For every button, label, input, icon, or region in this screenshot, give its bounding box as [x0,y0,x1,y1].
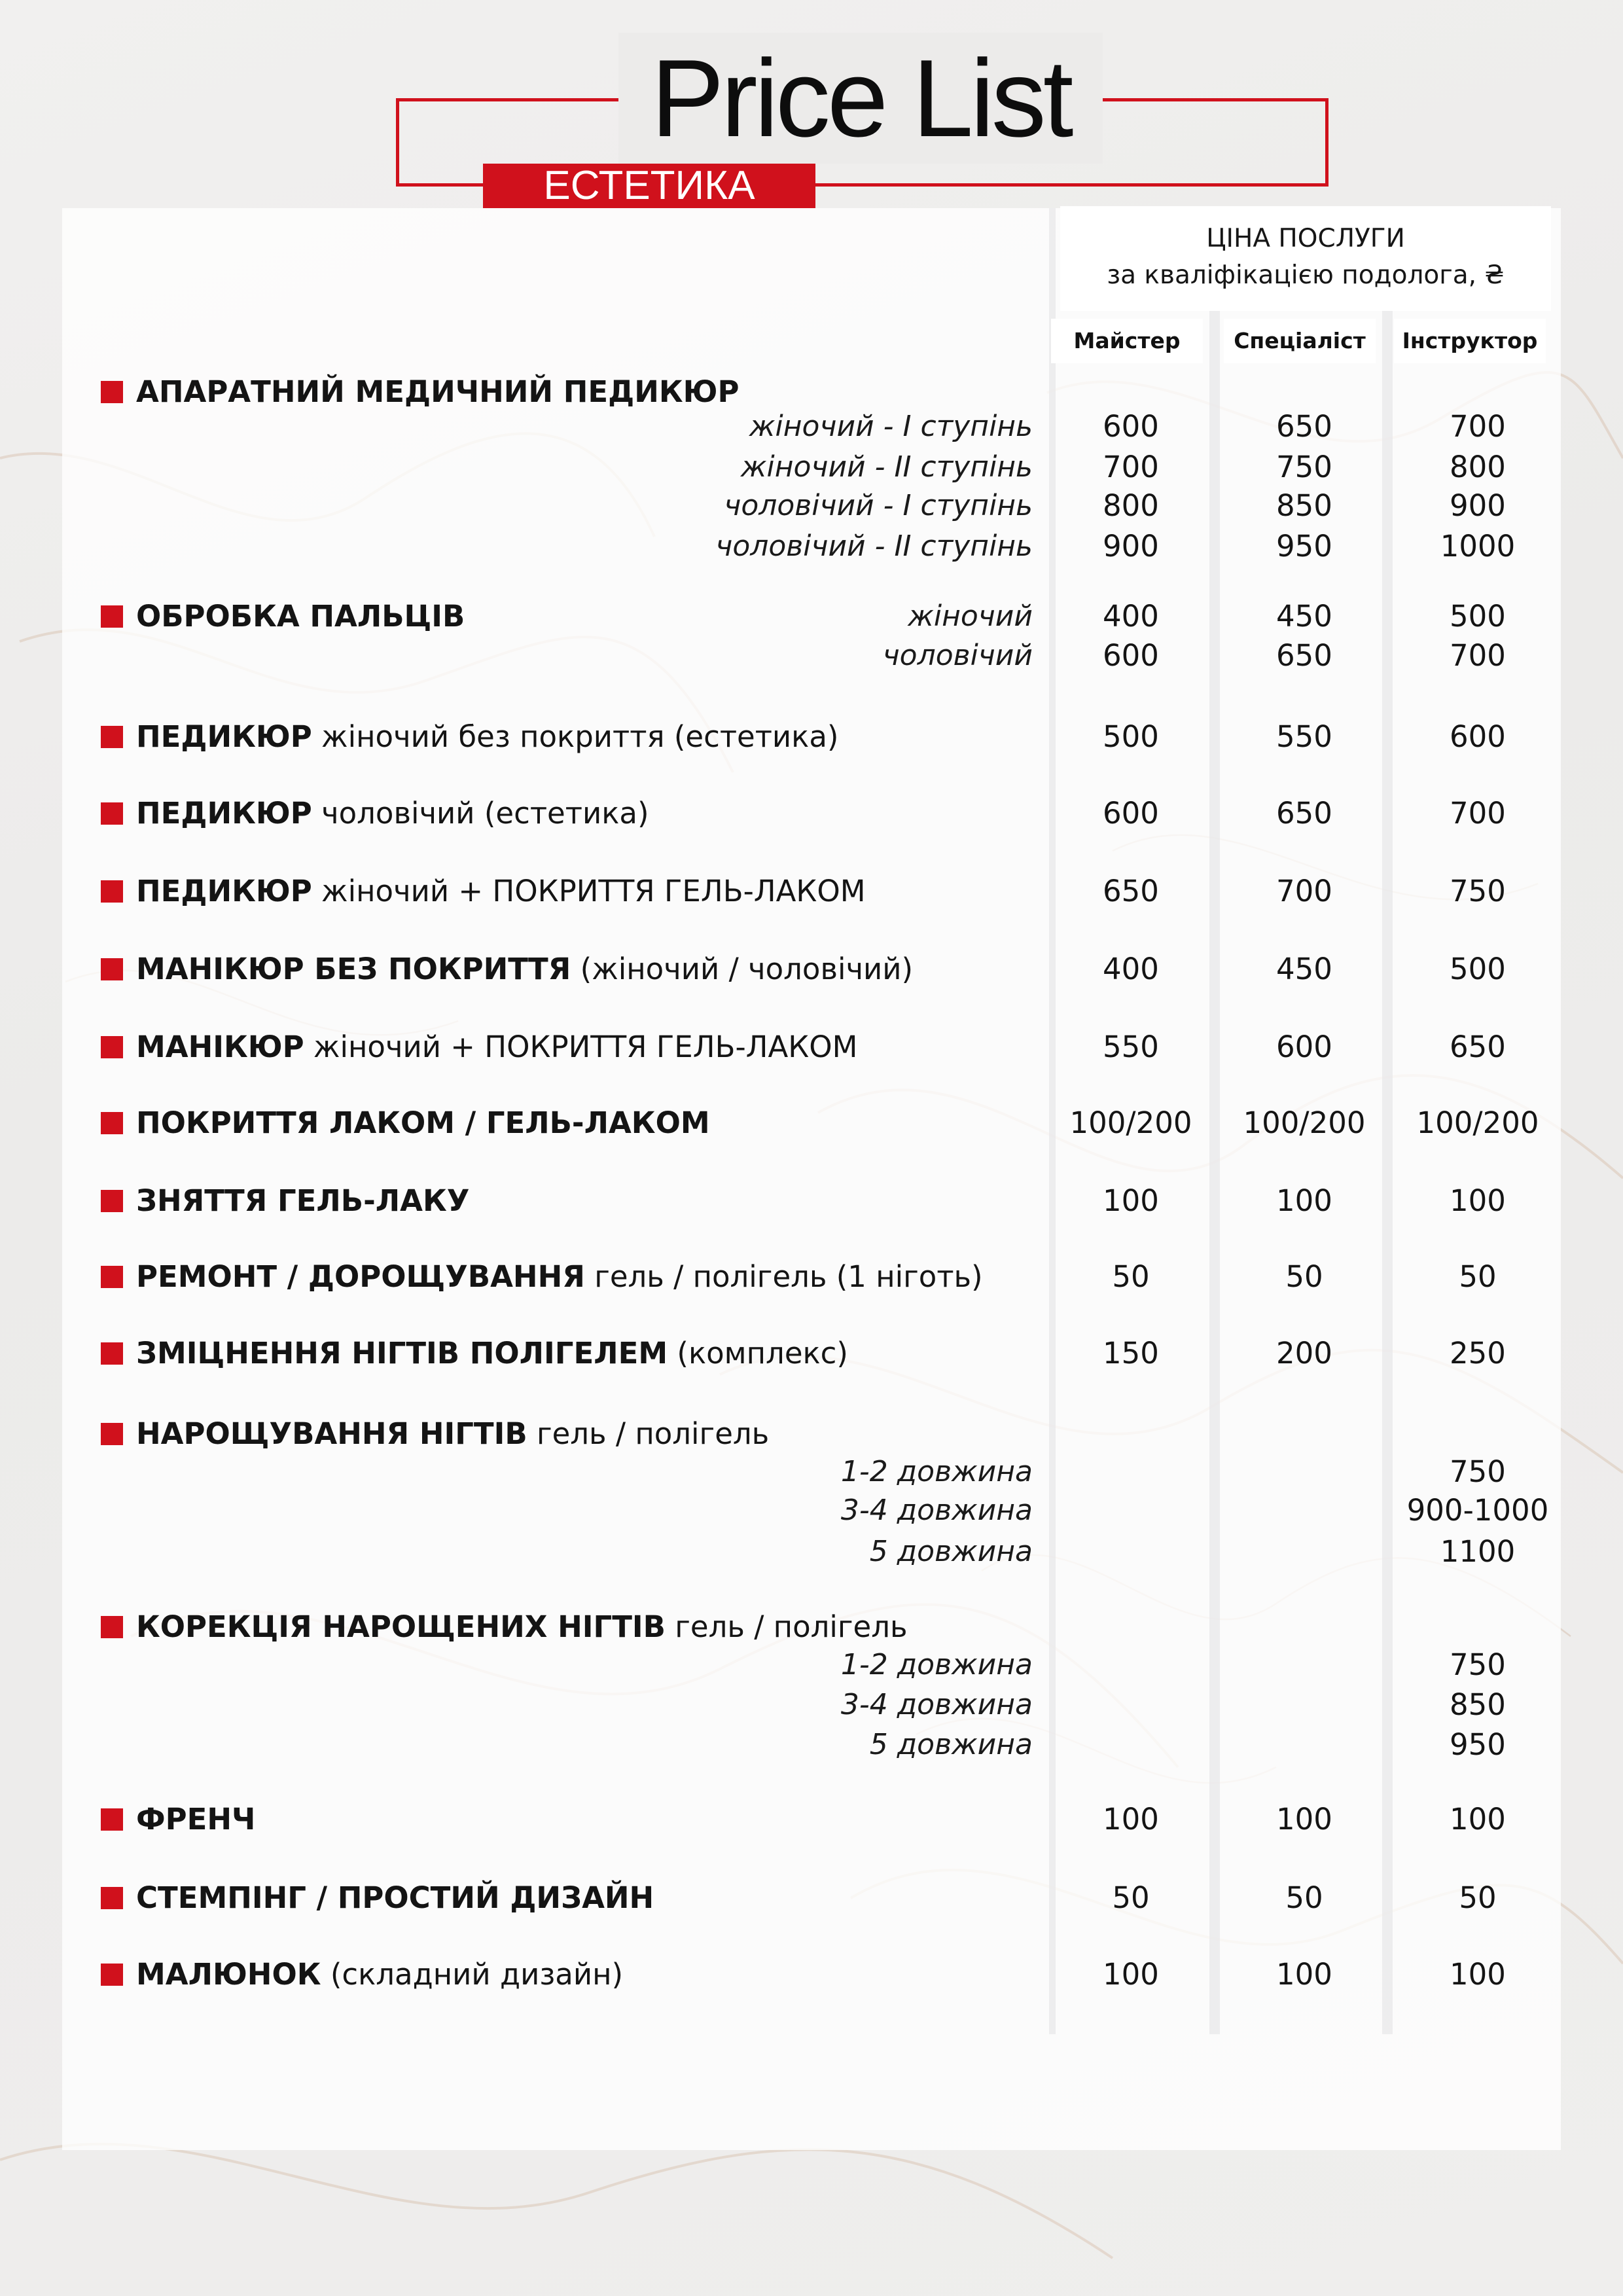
service-name-detail: (жіночий / чоловічий) [571,952,914,986]
price-cell: 800 [1103,488,1159,523]
price-cell: 50 [1459,1259,1497,1294]
price-cell: 700 [1103,450,1159,484]
price-cell: 850 [1450,1687,1506,1722]
price-cell: 400 [1103,599,1159,634]
price-cell: 900-1000 [1406,1493,1549,1528]
service-name-main: ПЕДИКЮР [136,719,312,754]
bullet-marker [101,880,123,903]
price-cell: 750 [1450,1454,1506,1489]
price-header-line1: ЦІНА ПОСЛУГИ [1206,224,1405,253]
bullet-marker [101,605,123,628]
page-title: Price List [618,33,1103,164]
price-cell: 450 [1276,599,1332,634]
service-name-detail: (складний дизайн) [321,1957,624,1992]
price-cell: 450 [1276,952,1332,986]
service-name-main: ЗНЯТТЯ ГЕЛЬ-ЛАКУ [136,1183,470,1218]
service-name [136,1028,858,1067]
price-cell: 200 [1276,1336,1332,1371]
bullet-marker [101,1036,123,1058]
price-cell: 950 [1276,529,1332,564]
price-cell: 650 [1276,638,1332,673]
price-cell: 100/200 [1416,1105,1539,1140]
price-cell: 100 [1103,1957,1159,1992]
variant-label: жіночий - І ступінь [749,410,1033,443]
service-name-main: ПЕДИКЮР [136,796,312,831]
bullet-marker [101,381,123,403]
service-name [136,872,866,911]
bullet-marker [101,1112,123,1134]
variant-label: 3-4 довжина [840,1494,1033,1527]
price-cell: 100/200 [1069,1105,1192,1140]
price-cell: 700 [1450,638,1506,673]
price-cell: 600 [1103,409,1159,444]
price-cell: 50 [1285,1880,1323,1915]
price-cell: 650 [1276,409,1332,444]
variant-label: чоловічий - І ступінь [724,489,1033,522]
service-name-main: ПЕДИКЮР [136,874,312,908]
service-name [136,1334,848,1373]
column-divider [1209,208,1220,2034]
price-cell: 550 [1103,1030,1159,1064]
tier-header-instructor: Інструктор [1394,319,1546,363]
service-name [136,794,649,833]
service-name-main: АПАРАТНИЙ МЕДИЧНИЙ ПЕДИКЮР [136,374,740,409]
price-cell: 500 [1103,719,1159,754]
bullet-marker [101,958,123,980]
variant-label: жіночий - ІІ ступінь [740,450,1033,484]
price-cell: 600 [1450,719,1506,754]
service-name-main: КОРЕКЦІЯ НАРОЩЕНИХ НІГТІВ [136,1609,666,1644]
price-cell: 700 [1450,796,1506,831]
price-cell: 1100 [1440,1534,1516,1569]
service-name-detail: жіночий без покриття (естетика) [312,719,839,754]
variant-label: 5 довжина [869,1728,1033,1761]
bullet-marker [101,1964,123,1986]
service-name [136,1414,769,1454]
variant-label: чоловічий - ІІ ступінь [715,529,1033,563]
bullet-marker [101,1616,123,1638]
service-name [136,950,913,989]
service-name [136,1181,469,1221]
price-cell: 800 [1450,450,1506,484]
price-cell: 50 [1112,1880,1150,1915]
price-cell: 1000 [1440,529,1516,564]
service-name-detail: гель / полігель [527,1416,770,1451]
price-cell: 600 [1103,796,1159,831]
variant-label: 1-2 довжина [840,1648,1033,1681]
price-cell: 650 [1276,796,1332,831]
price-cell: 100 [1276,1802,1332,1837]
price-cell: 50 [1459,1880,1497,1915]
service-name [136,1878,654,1918]
service-name-detail: гель / полігель (1 ніготь) [584,1259,983,1294]
price-cell: 500 [1450,599,1506,634]
bullet-marker [101,1342,123,1365]
service-name-main: МАЛЮНОК [136,1957,321,1992]
price-cell: 550 [1276,719,1332,754]
price-cell: 650 [1103,874,1159,908]
service-name-detail: жіночий + ПОКРИТТЯ ГЕЛЬ-ЛАКОМ [304,1030,858,1064]
bullet-marker [101,1887,123,1909]
service-name-main: ПОКРИТТЯ ЛАКОМ / ГЕЛЬ-ЛАКОМ [136,1105,710,1140]
service-name-detail: (комплекс) [668,1336,848,1371]
service-name [136,1800,255,1839]
bullet-marker [101,1190,123,1212]
price-cell: 700 [1276,874,1332,908]
price-cell: 900 [1450,488,1506,523]
price-cell: 100 [1450,1802,1506,1837]
price-cell: 50 [1112,1259,1150,1294]
price-cell: 100 [1276,1957,1332,1992]
service-name-main: СТЕМПІНГ / ПРОСТИЙ ДИЗАЙН [136,1880,654,1915]
service-name-main: ОБРОБКА ПАЛЬЦІВ [136,599,465,634]
service-name [136,1607,907,1647]
price-cell: 600 [1103,638,1159,673]
variant-label: жіночий [908,600,1033,633]
service-name-main: ФРЕНЧ [136,1802,256,1837]
price-cell: 150 [1103,1336,1159,1371]
service-name-main: НАРОЩУВАННЯ НІГТІВ [136,1416,527,1451]
price-cell: 950 [1450,1727,1506,1762]
price-cell: 500 [1450,952,1506,986]
service-name [136,372,739,412]
service-name-detail: чоловічий (естетика) [312,796,649,831]
price-cell: 750 [1450,874,1506,908]
price-cell: 100 [1450,1957,1506,1992]
service-name [136,1257,983,1297]
bullet-marker [101,1266,123,1288]
price-cell: 600 [1276,1030,1332,1064]
service-name-detail: гель / полігель [665,1609,908,1644]
price-cell: 100 [1103,1183,1159,1218]
service-name-detail: жіночий + ПОКРИТТЯ ГЕЛЬ-ЛАКОМ [312,874,866,908]
service-name [136,1103,710,1143]
price-cell: 700 [1450,409,1506,444]
bullet-marker [101,802,123,825]
bullet-marker [101,1808,123,1831]
variant-label: 5 довжина [869,1535,1033,1568]
price-cell: 100 [1103,1802,1159,1837]
price-cell: 750 [1276,450,1332,484]
tier-header-master: Майстер [1051,319,1203,363]
price-header [1060,206,1551,311]
price-cell: 750 [1450,1647,1506,1682]
price-cell: 100/200 [1243,1105,1366,1140]
price-cell: 250 [1450,1336,1506,1371]
service-name [136,1955,623,1994]
price-cell: 100 [1450,1183,1506,1218]
price-cell: 850 [1276,488,1332,523]
service-name [136,597,465,636]
service-name [136,717,838,757]
price-cell: 100 [1276,1183,1332,1218]
variant-label: 3-4 довжина [840,1688,1033,1721]
service-name-main: РЕМОНТ / ДОРОЩУВАННЯ [136,1259,585,1294]
service-name-main: ЗМІЦНЕННЯ НІГТІВ ПОЛІГЕЛЕМ [136,1336,668,1371]
variant-label: чоловічий [882,639,1033,672]
variant-label: 1-2 довжина [840,1455,1033,1488]
price-header-line2: за кваліфікацією подолога, ₴ [1107,260,1505,290]
price-cell: 400 [1103,952,1159,986]
service-name-main: МАНІКЮР БЕЗ ПОКРИТТЯ [136,952,571,986]
column-divider [1382,208,1393,2034]
tier-header-specialist: Спеціаліст [1224,319,1376,363]
price-cell: 650 [1450,1030,1506,1064]
section-tag: ЕСТЕТИКА [483,164,815,208]
price-cell: 50 [1285,1259,1323,1294]
bullet-marker [101,726,123,748]
service-name-main: МАНІКЮР [136,1030,304,1064]
price-cell: 900 [1103,529,1159,564]
bullet-marker [101,1423,123,1445]
